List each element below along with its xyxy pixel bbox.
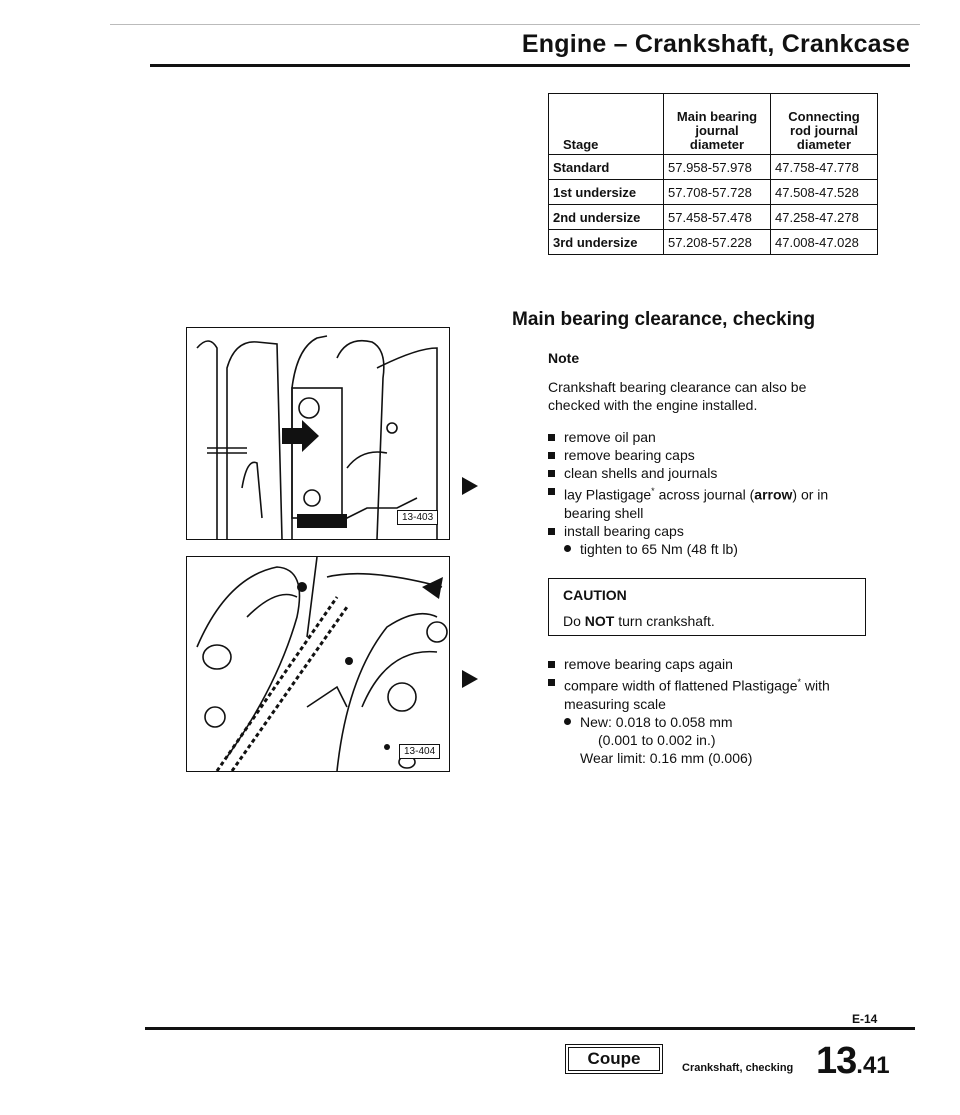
rod-journal-cell: 47.258-47.278 [771,205,878,230]
main-journal-cell: 57.208-57.228 [664,230,771,255]
stage-cell: 3rd undersize [549,230,664,255]
page-number-minor: .41 [856,1052,890,1079]
step-lay-text-2: ) or in [792,486,829,503]
figure-crankshaft-journal [186,327,450,540]
stage-cell: 2nd undersize [549,205,664,230]
list-item [548,482,878,504]
figure-plastigage-measuring [186,556,450,772]
main-journal-cell: 57.958-57.978 [664,155,771,180]
bullet-square-icon [548,434,555,441]
main-journal-cell: 57.708-57.728 [664,180,771,205]
step-clean: clean shells and journals [564,465,718,481]
note-text: Crankshaft bearing clearance can also be checked with the engine installed. [548,379,807,413]
crankshaft-journal-illustration [187,328,449,539]
caution-box [548,578,866,636]
table-header-row [549,94,878,155]
caution-post: turn crankshaft. [614,613,715,629]
pointer-arrow-icon [462,477,478,495]
step-lay-text: across journal ( [654,486,755,503]
title-rule [150,64,910,67]
journal-diameter-table [548,93,878,255]
figure-number: 13-404 [399,744,440,759]
top-rule [110,24,920,25]
sub-list-item [548,540,878,558]
pointer-arrow-icon [462,670,478,688]
footer-caption: Crankshaft, checking [682,1062,794,1074]
step-install-caps: install bearing caps [564,522,684,539]
step-torque: tighten to 65 Nm (48 ft lb) [580,540,738,557]
procedure-list-2 [548,655,878,767]
bullet-square-icon [548,528,555,535]
bullet-dot-icon [564,718,571,725]
rod-journal-cell: 47.508-47.528 [771,180,878,205]
bullet-square-icon [548,470,555,477]
figure-number: 13-403 [397,510,438,525]
bullet-dot-icon [564,545,571,552]
step-remove-caps: remove bearing caps [564,447,695,463]
sub-list-item [548,713,878,731]
col-header-conn-rod: Connecting rod journal diameter [771,94,878,155]
list-item [548,428,878,446]
rod-journal-cell: 47.008-47.028 [771,230,878,255]
asterisk-mark: * [651,486,655,496]
step-compare: compare width of flattened Plastigage [564,677,798,694]
page-code: E-14 [852,1012,878,1026]
step-remove-oil-pan: remove oil pan [564,429,656,445]
spec-new-inches: (0.001 to 0.002 in.) [598,731,716,748]
caution-bold: NOT [584,613,615,629]
asterisk-mark: * [797,677,801,687]
page-number-major: 13 [816,1040,857,1082]
col-header-stage: Stage [549,94,664,155]
list-item [548,446,878,464]
procedure-list-1 [548,428,878,558]
section-heading: Main bearing clearance, checking [512,309,816,330]
main-journal-cell: 57.458-57.478 [664,205,771,230]
bullet-square-icon [548,661,555,668]
page-title: Engine – Crankshaft, Crankcase [521,30,910,58]
plastigage-illustration [187,557,449,771]
model-badge: Coupe [565,1044,663,1074]
table-row [549,180,878,205]
caution-pre: Do [563,613,585,629]
list-item [548,464,878,482]
list-item [548,673,878,695]
table-row [549,205,878,230]
list-item [548,522,878,540]
page-number [816,1040,890,1083]
note-label: Note [548,350,580,366]
stage-cell: 1st undersize [549,180,664,205]
bullet-square-icon [548,488,555,495]
caution-text [563,613,715,629]
arrow-icon [282,420,319,452]
spec-wear-limit: Wear limit: 0.16 mm (0.006) [580,749,753,766]
step-remove-again: remove bearing caps again [564,656,733,672]
step-compare-2: with [801,677,830,694]
caution-title: CAUTION [563,587,627,603]
step-lay-plastigage: lay Plastigage [564,486,652,503]
table-row [549,155,878,180]
list-item-continuation: bearing shell [564,504,644,521]
col-header-main-bearing: Main bearing journal diameter [664,94,771,155]
stage-cell: Standard [549,155,664,180]
list-item-continuation: measuring scale [564,695,666,712]
list-item [548,655,878,673]
rod-journal-cell: 47.758-47.778 [771,155,878,180]
bullet-square-icon [548,679,555,686]
table-row [549,230,878,255]
bottom-rule [145,1027,915,1030]
bullet-square-icon [548,452,555,459]
spec-new: New: 0.018 to 0.058 mm [580,713,733,730]
arrow-term: arrow [754,486,793,503]
